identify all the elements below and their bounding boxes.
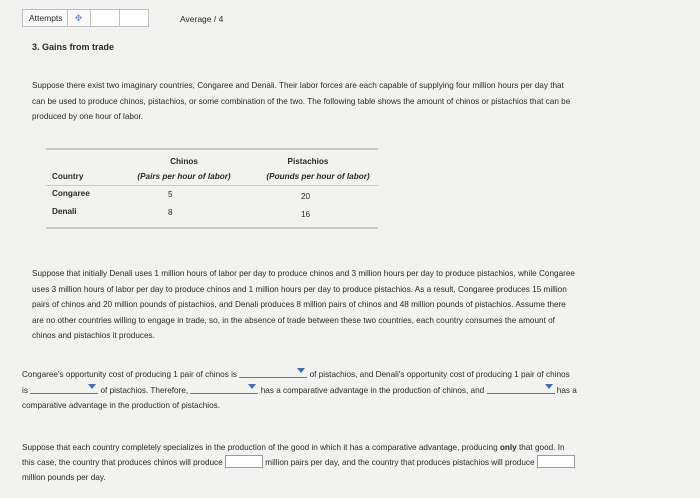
- table-cell-chinos: 8: [168, 208, 173, 217]
- attempts-cell-1: [90, 10, 119, 26]
- pistachios-advantage-dropdown[interactable]: [487, 382, 555, 394]
- scenario-line: Suppose that initially Denali uses 1 million hours of labor per day to produce chinos and 3 million hours per day to produce pistachios, while Congaree: [32, 269, 575, 278]
- scenario-paragraph: [32, 266, 672, 344]
- specialize-text: million pairs per day, and the country that produces pistachios will produce: [265, 458, 535, 467]
- chinos-advantage-dropdown[interactable]: [190, 382, 258, 394]
- table-cell-pistachios: 20: [301, 192, 311, 201]
- opportunity-text: is: [22, 386, 28, 395]
- table-cell-country: Congaree: [52, 189, 90, 198]
- table-header-rule: [46, 185, 378, 186]
- specialize-line-1: [22, 440, 682, 455]
- move-icon[interactable]: ✥: [67, 10, 90, 26]
- specialize-text: this case, the country that produces chinos will produce: [22, 458, 223, 467]
- opportunity-line-3: comparative advantage in the production of pistachios.: [22, 401, 220, 410]
- table-cell-country: Denali: [52, 207, 77, 216]
- opportunity-text: Congaree's opportunity cost of producing 1 pair of chinos is: [22, 370, 238, 379]
- col-country-header: Country: [52, 172, 84, 181]
- table-top-rule: [46, 148, 378, 150]
- intro-line: Suppose there exist two imaginary countries, Congaree and Denali. Their labor forces are each capable of supplying four million hours per day that: [32, 81, 564, 90]
- opportunity-text: of pistachios, and Denali's opportunity cost of producing 1 pair of chinos: [309, 370, 570, 379]
- table-cell-chinos: 5: [168, 190, 173, 199]
- pistachios-quantity-input[interactable]: [537, 455, 575, 468]
- col-chinos-unit: [110, 172, 258, 181]
- question-title: 3. Gains from trade: [32, 42, 115, 52]
- average-label: Average / 4: [180, 14, 224, 24]
- col-pistachios-unit: [242, 172, 394, 181]
- table-bottom-rule: [46, 227, 378, 229]
- opportunity-text: has a comparative advantage in the production of chinos, and: [260, 386, 485, 395]
- dropdown-arrow-icon: [545, 384, 553, 389]
- congaree-opportunity-dropdown[interactable]: [239, 366, 307, 378]
- attempts-label: Attempts: [29, 13, 63, 23]
- scenario-line: are no other countries willing to engage in trade, so, in the absence of trade between these two countries, each country consumes the amount of: [32, 315, 555, 325]
- opportunity-line-2: [22, 382, 682, 398]
- intro-paragraph: [32, 78, 672, 125]
- dropdown-arrow-icon: [248, 384, 256, 389]
- attempts-box: [22, 9, 149, 27]
- specialize-bold-text: only: [499, 443, 517, 452]
- attempts-cell-2: [119, 10, 148, 26]
- chinos-quantity-input[interactable]: [225, 455, 263, 468]
- dropdown-arrow-icon: [88, 384, 96, 389]
- intro-line: produced by one hour of labor.: [32, 112, 144, 121]
- scenario-line: uses 3 million hours of labor per day to produce chinos and 1 million hours per day to produce pistachios. As a result, Congaree produces 15 million: [32, 284, 567, 294]
- pistachios-unit-text: (Pounds per hour of labor): [266, 172, 370, 181]
- opportunity-text: has a: [556, 386, 577, 395]
- opportunity-text: of pistachios. Therefore,: [100, 386, 189, 395]
- specialize-text: Suppose that each country completely specializes in the production of the good in which it has a comparative advantage, producing: [22, 443, 500, 452]
- table-cell-pistachios: 16: [301, 210, 311, 219]
- scenario-line: chinos and pistachios it produces.: [32, 331, 155, 340]
- denali-opportunity-dropdown[interactable]: [30, 382, 98, 394]
- specialize-text: that good. In: [516, 443, 565, 452]
- chinos-unit-text: (Pairs per hour of labor): [137, 172, 231, 181]
- col-pistachios-header: Pistachios: [287, 157, 329, 166]
- scenario-line: pairs of chinos and 20 million pounds of pistachios, and Denali produces 8 million pairs of chinos and 48 million pounds of pistachios. Assume there: [32, 300, 566, 309]
- attempts-widget: [22, 8, 149, 28]
- col-chinos-header: Chinos: [170, 157, 198, 166]
- specialize-line-2: [22, 455, 682, 470]
- specialize-line-3: million pounds per day.: [22, 473, 106, 482]
- dropdown-arrow-icon: [297, 368, 305, 373]
- opportunity-line-1: [22, 366, 682, 382]
- intro-line: can be used to produce chinos, pistachios, or some combination of the two. The following table shows the amount of chinos or pistachios that can be: [32, 96, 571, 106]
